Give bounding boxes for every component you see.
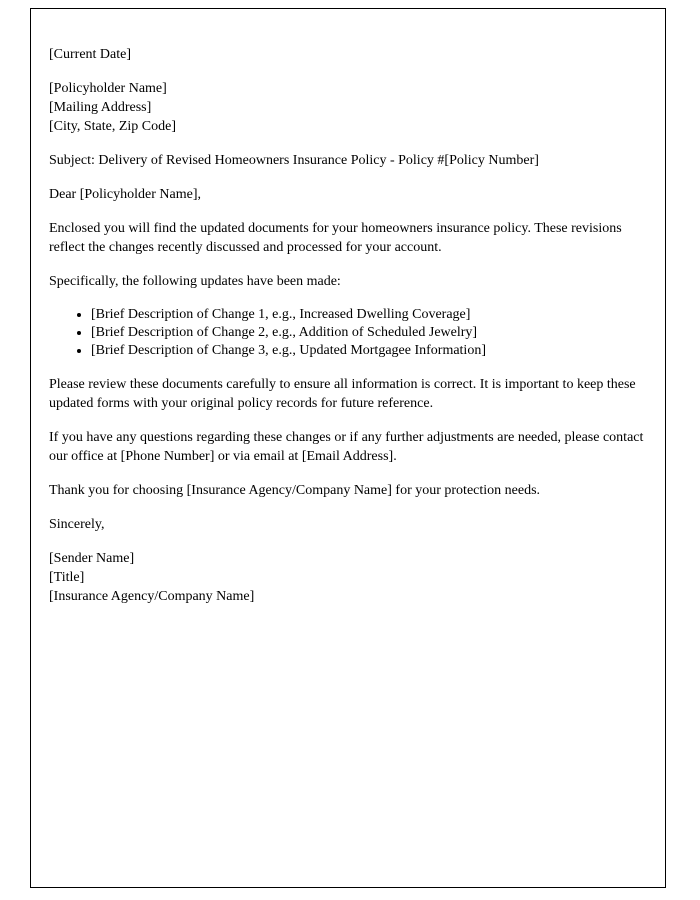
closing: Sincerely, <box>49 517 105 532</box>
signature-title: [Title] <box>49 570 85 585</box>
salutation: Dear [Policyholder Name], <box>49 187 201 202</box>
date-line: [Current Date] <box>49 47 132 62</box>
signature-name: [Sender Name] <box>49 551 135 566</box>
change-item: • [Brief Description of Change 2, e.g., Addition of Scheduled Jewelry] <box>91 324 647 342</box>
paragraph-contact: If you have any questions regarding these changes or if any further adjustments are needed, please contact our office at [Phone Number] or via email at [Email Address]. <box>49 430 644 464</box>
paragraph-thanks: Thank you for choosing [Insurance Agency/Company Name] for your protection needs. <box>49 483 541 498</box>
signature-block <box>49 549 647 606</box>
change-item: • [Brief Description of Change 1, e.g., Increased Dwelling Coverage] <box>91 306 647 324</box>
signature-company: [Insurance Agency/Company Name] <box>49 589 255 604</box>
subject-line: Subject: Delivery of Revised Homeowners Insurance Policy - Policy #[Policy Number] <box>49 153 539 168</box>
paragraph-updates-lead: Specifically, the following updates have been made: <box>49 274 341 289</box>
paragraph-intro: Enclosed you will find the updated documents for your homeowners insurance policy. These revisions reflect the changes recently discussed and processed for your account. <box>49 221 622 255</box>
letter-page <box>30 8 666 888</box>
change-item: • [Brief Description of Change 3, e.g., Updated Mortgagee Information] <box>91 342 647 360</box>
paragraph-review: Please review these documents carefully to ensure all information is correct. It is important to keep these updated forms with your original policy records for future reference. <box>49 377 636 411</box>
recipient-block <box>49 79 647 136</box>
recipient-address: [Mailing Address] <box>49 100 152 115</box>
changes-list <box>49 306 647 360</box>
recipient-name: [Policyholder Name] <box>49 81 167 96</box>
recipient-city-state-zip: [City, State, Zip Code] <box>49 119 177 134</box>
